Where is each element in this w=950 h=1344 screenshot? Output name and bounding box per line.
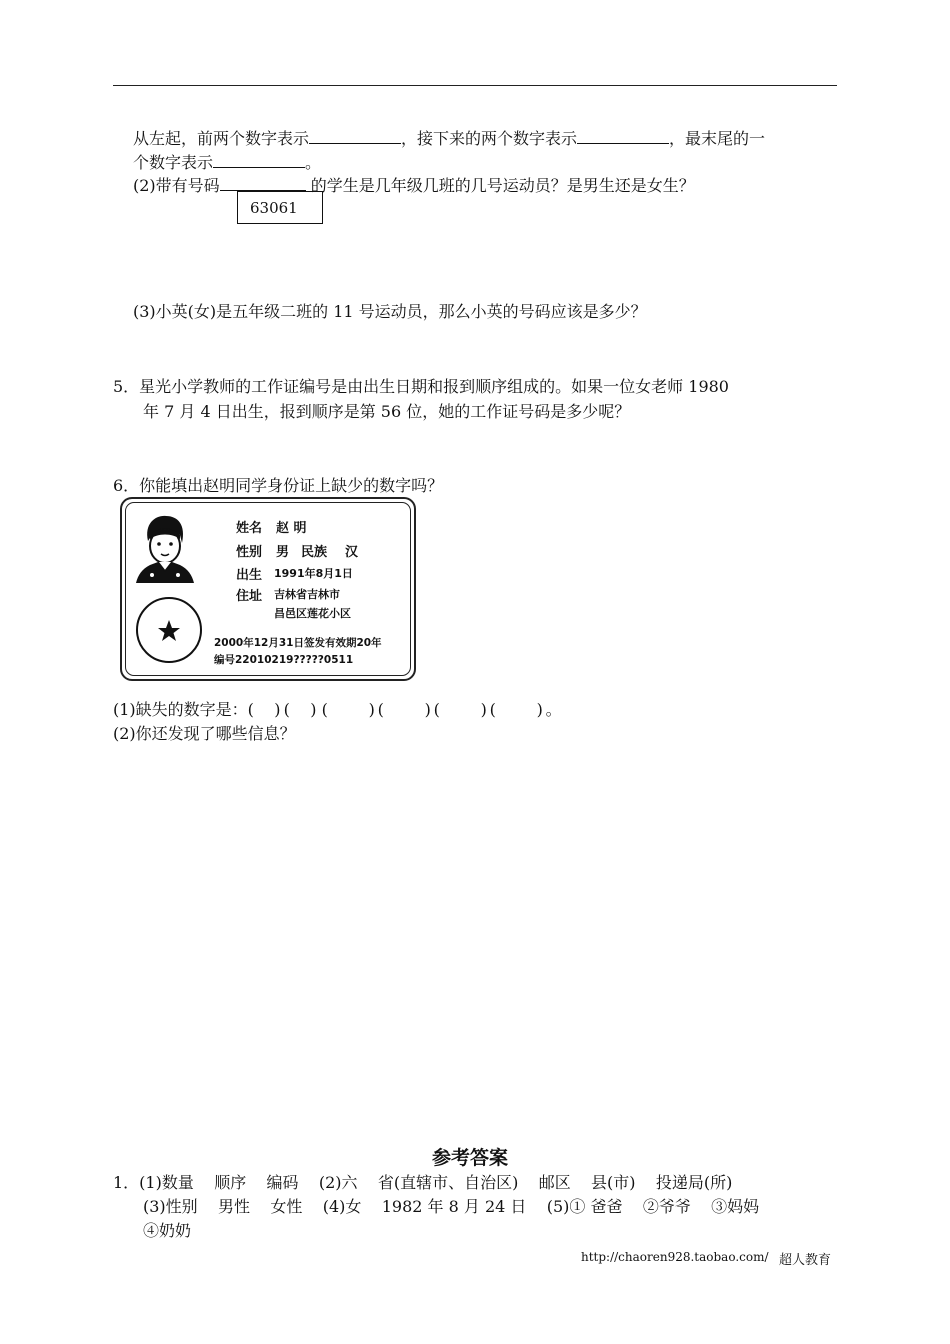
- issue-line: 2000年12月31日签发有效期20年: [214, 637, 382, 649]
- q4-line2-text-a: 个数字表示: [133, 153, 214, 172]
- q5-line1: 5．星光小学教师的工作证编号是由出生日期和报到顺序组成的。如果一位女老师 1980: [113, 377, 729, 396]
- footer-url[interactable]: http://chaoren928.taobao.com/: [581, 1250, 769, 1264]
- answers-line-1: 1．(1)数量 顺序 编码 (2)六 省(直辖市、自治区) 邮区 县(市) 投递局(所): [113, 1173, 733, 1192]
- answers-line-3: ④奶奶: [143, 1221, 192, 1240]
- answers-line-2: (3)性别 男性 女性 (4)女 1982 年 8 月 24 日 (5)① 爸爸 ②爷爷 ③妈妈: [143, 1197, 760, 1216]
- missing-digit-slot[interactable]: ( ): [321, 700, 375, 719]
- name-value: 赵 明: [276, 521, 307, 536]
- missing-digit-slot[interactable]: ( ): [247, 700, 281, 719]
- address-label: 住址: [236, 589, 263, 604]
- answer-blank[interactable]: [213, 153, 305, 168]
- q4-sub2-text-b: 的学生是几年级几班的几号运动员？是男生还是女生？: [310, 176, 695, 195]
- q4-line1-text-c: ，最末尾的一: [669, 129, 766, 148]
- answer-blank[interactable]: [577, 129, 669, 144]
- address-line-2: 昌邑区莲花小区: [274, 607, 351, 620]
- q6-question: 6．你能填出赵明同学身份证上缺少的数字吗？: [113, 476, 444, 495]
- q4-sub3: (3)小英(女)是五年级二班的 11 号运动员，那么小英的号码应该是多少？: [133, 302, 647, 321]
- birth-label: 出生: [236, 568, 263, 583]
- id-card: [120, 497, 416, 681]
- ethnic-label: 民族: [301, 545, 328, 560]
- name-label: 姓名: [236, 521, 263, 536]
- missing-digit-slot[interactable]: ( ): [283, 700, 317, 719]
- official-seal: [134, 595, 204, 665]
- q4-line2: [133, 150, 321, 173]
- q4-sub2: [133, 173, 695, 196]
- gender-label: 性别: [236, 545, 263, 560]
- q4-line1: [133, 126, 765, 149]
- ethnic-value: 汉: [345, 545, 359, 560]
- missing-digit-slot[interactable]: ( ): [377, 700, 431, 719]
- missing-digit-slot[interactable]: ( ): [433, 700, 487, 719]
- seal-icon: [134, 595, 204, 665]
- address-line-1: 吉林省吉林市: [274, 588, 340, 601]
- q5-line2: 年 7 月 4 日出生，报到顺序是第 56 位，她的工作证号码是多少呢？: [143, 402, 631, 421]
- code-box: 63061: [237, 191, 323, 224]
- answer-blank[interactable]: [309, 129, 401, 144]
- q6-sub1: [113, 697, 562, 720]
- q4-line1-text-a: 从左起，前两个数字表示: [133, 129, 310, 148]
- answers-title: 参考答案: [432, 1147, 509, 1169]
- footer-brand: 超人教育: [779, 1253, 832, 1268]
- q6-sub1-label: (1)缺失的数字是：: [113, 700, 248, 719]
- q4-line1-text-b: ，接下来的两个数字表示: [401, 129, 578, 148]
- gender-value: 男: [276, 545, 290, 560]
- q4-line2-text-b: 。: [305, 153, 322, 172]
- header-rule: [113, 85, 837, 86]
- id-number-line: 编号22010219?????0511: [214, 654, 354, 666]
- q6-sub1-end: 。: [545, 700, 562, 719]
- answer-blank[interactable]: [220, 176, 306, 191]
- birth-value: 1991年8月1日: [274, 567, 353, 580]
- q6-sub2: (2)你还发现了哪些信息？: [113, 724, 296, 743]
- q4-sub2-text-a: (2)带有号码: [133, 176, 220, 195]
- portrait-icon: [134, 513, 196, 585]
- missing-digit-slot[interactable]: ( ): [489, 700, 543, 719]
